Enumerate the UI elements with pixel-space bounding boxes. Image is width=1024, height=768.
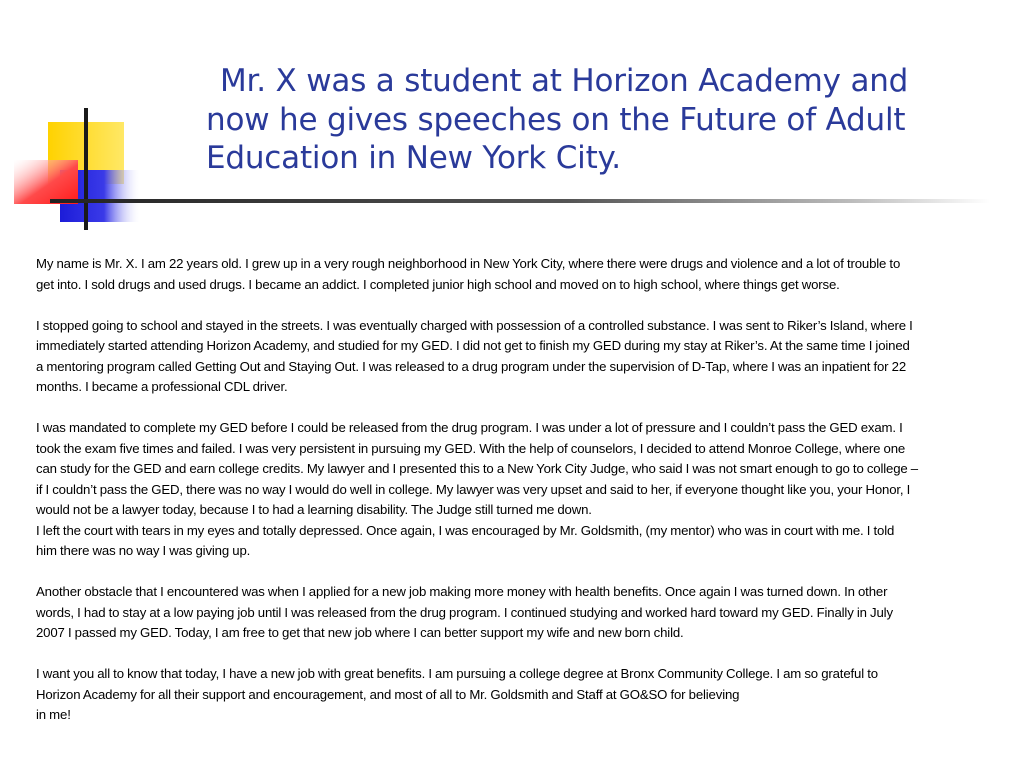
text-line: I want you all to know that today, I have a new job with great benefits. I am pursuing a college degree at Bronx Community College. I am so grateful to bbox=[36, 666, 878, 681]
logo-vertical-bar bbox=[84, 108, 88, 230]
paragraph-streets bbox=[36, 316, 1016, 398]
text-line: would not be a lawyer today, because I to had a learning disability. The Judge still turned me down. bbox=[36, 502, 592, 517]
paragraph-obstacle bbox=[36, 582, 1016, 644]
logo-red-square bbox=[14, 160, 78, 204]
text-line: I left the court with tears in my eyes and totally depressed. Once again, I was encouraged by Mr. Goldsmith, (my mentor) who was in court with me. I told bbox=[36, 522, 895, 538]
text-line: Another obstacle that I encountered was when I applied for a new job making more money with health benefits. Once again I was turned down. In other bbox=[36, 584, 888, 599]
text-line: I stopped going to school and stayed in the streets. I was eventually charged with possession of a controlled substance. I was sent to Riker’s Island, where I bbox=[36, 317, 913, 333]
title-divider-line bbox=[50, 199, 990, 203]
paragraph-intro bbox=[36, 254, 1016, 295]
text-line: him there was no way I was giving up. bbox=[36, 543, 251, 558]
text-line: words, I had to stay at a low paying job until I was released from the drug program. I continued studying and worked hard toward my GED. Finally in July bbox=[36, 604, 893, 620]
title-line: Mr. X was a student at Horizon Academy and bbox=[220, 63, 909, 99]
text-line: 2007 I passed my GED. Today, I am free to get that new job where I can better support my wife and new born child. bbox=[36, 625, 684, 640]
paragraph-court bbox=[36, 521, 1016, 562]
paragraph-ged-mandate bbox=[36, 418, 1016, 521]
paragraph-conclusion bbox=[36, 664, 1016, 726]
text-line: in me! bbox=[36, 707, 71, 722]
text-line: months. I became a professional CDL driver. bbox=[36, 379, 288, 394]
text-line: a mentoring program called Getting Out and Staying Out. I was released to a drug program under the supervision of D-Tap, where I was an inpatient for 22 bbox=[36, 358, 907, 374]
text-line: if I couldn’t pass the GED, there was no way I would do well in college. My lawyer was very upset and said to her, if everyone thought like you, your Honor, I bbox=[36, 481, 911, 497]
decorative-squares-logo bbox=[0, 0, 200, 240]
text-line: get into. I sold drugs and used drugs. I became an addict. I completed junior high school and moved on to high school, where things get worse. bbox=[36, 276, 840, 292]
text-line: can study for the GED and earn college credits. My lawyer and I presented this to a New York City Judge, who said I was not smart enough to go to college – bbox=[36, 461, 918, 476]
testimonial-body bbox=[36, 254, 1016, 726]
text-line: Horizon Academy for all their support and encouragement, and most of all to Mr. Goldsmith and Staff at GO&SO for believing bbox=[36, 686, 740, 702]
slide-title bbox=[206, 62, 946, 178]
text-line: I was mandated to complete my GED before I could be released from the drug program. I was under a lot of pressure and I couldn’t pass the GED exam. I bbox=[36, 420, 903, 435]
text-line: immediately started attending Horizon Academy, and studied for my GED. I did not get to finish my GED during my stay at Riker’s. At the same time I joined bbox=[36, 338, 910, 353]
title-line: Education in New York City. bbox=[206, 140, 621, 176]
text-line: took the exam five times and failed. I was very persistent in pursuing my GED. With the help of counselors, I decided to attend Monroe College, where one bbox=[36, 440, 906, 456]
title-line: now he gives speeches on the Future of Adult bbox=[206, 101, 906, 138]
text-line: My name is Mr. X. I am 22 years old. I grew up in a very rough neighborhood in New York City, where there were drugs and violence and a lot of trouble to bbox=[36, 256, 901, 271]
